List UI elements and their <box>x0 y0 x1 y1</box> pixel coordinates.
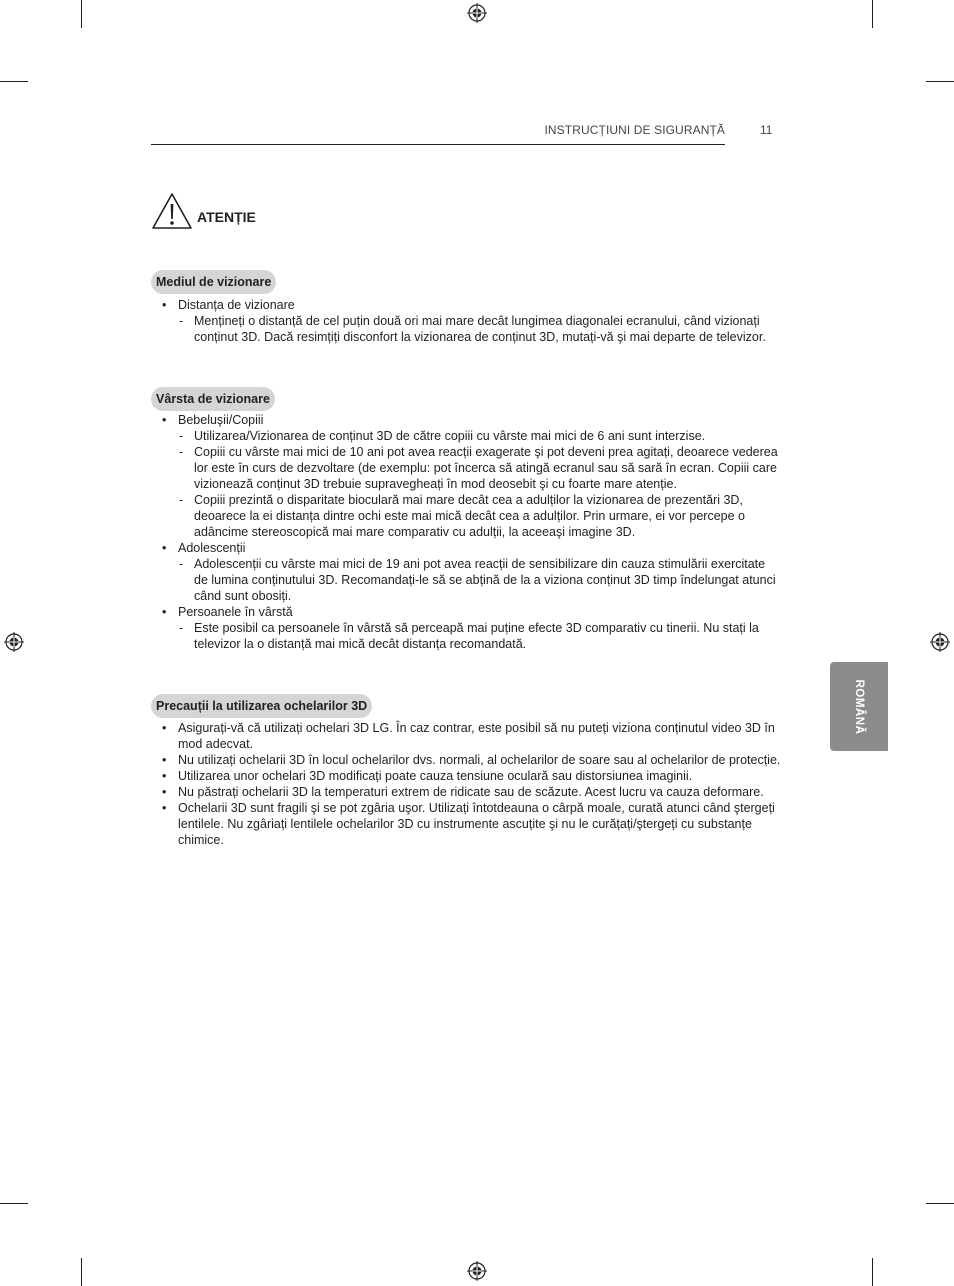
registration-mark-icon <box>467 1261 487 1281</box>
list-item: • Nu utilizați ochelarii 3D în locul ochelarilor dvs. normali, al ochelarilor de soare sau al ochelarilor de protecție. <box>162 752 782 768</box>
list-item: • Adolescenții <box>162 540 782 556</box>
sub-list-item: - Este posibil ca persoanele în vârstă să perceapă mai puține efecte 3D comparativ cu tinerii. Nu stați la televizor la o distanță mai mică decât distanța recomandată. <box>162 620 782 652</box>
crop-mark <box>872 0 873 28</box>
sub-list-item: - Adolescenții cu vârste mai mici de 19 ani pot avea reacții de sensibilizare din cauza stimulării exercitate de lumina conținutului 3D. Recomandați-le să se abțină de la a viziona conținut 3D timp îndelungat atunci când sunt obosiți. <box>162 556 782 604</box>
crop-mark <box>872 1258 873 1286</box>
section-body-3d-glasses-precautions <box>162 720 782 848</box>
language-side-tab-label: ROMÂNĂ <box>853 679 865 734</box>
header-rule <box>151 144 725 145</box>
list-item: • Asigurați-vă că utilizați ochelari 3D LG. În caz contrar, este posibil să nu puteți viziona conținutul video 3D în mod adecvat. <box>162 720 782 752</box>
list-item: • Ochelarii 3D sunt fragili şi se pot zgâria uşor. Utilizați întotdeauna o cârpă moale, curată atunci când ştergeți lentilele. Nu zgâriați lentilele ochelarilor 3D cu instrumente ascuțite şi nu le curățați/ştergeți cu substanțe chimice. <box>162 800 782 848</box>
caution-heading <box>151 190 256 230</box>
crop-mark <box>926 81 954 82</box>
section-heading-viewing-age: Vârsta de vizionare <box>151 387 275 411</box>
list-item: • Distanța de vizionare <box>162 297 782 313</box>
crop-mark <box>81 0 82 28</box>
sub-list-item: - Utilizarea/Vizionarea de conținut 3D de către copiii cu vârste mai mici de 6 ani sunt interzise. <box>162 428 782 444</box>
crop-mark <box>0 1203 28 1204</box>
sub-list-item: - Copiii prezintă o disparitate bioculară mai mare decât cea a adulților la vizionarea de prezentări 3D, deoarece la ei distanța dintre ochi este mai mică decât cea a adulților. Prin urmare, ei vor percepe o adâncime stereoscopică mai mare comparativ cu adulții, la aceeaşi imagine 3D. <box>162 492 782 540</box>
section-heading-viewing-environment: Mediul de vizionare <box>151 270 276 294</box>
crop-mark <box>926 1203 954 1204</box>
registration-mark-icon <box>467 3 487 23</box>
caution-title: ATENȚIE <box>197 209 256 225</box>
language-side-tab <box>830 662 888 751</box>
list-item: • Bebeluşii/Copiii <box>162 412 782 428</box>
sub-list-item: - Mențineți o distanță de cel puțin două ori mai mare decât lungimea diagonalei ecranului, când vizionați conținut 3D. Dacă resimțiți disconfort la vizionarea de conținut 3D, mutați-vă şi mai departe de televizor. <box>162 313 782 345</box>
registration-mark-icon <box>930 632 950 652</box>
section-body-viewing-age <box>162 412 782 652</box>
sub-list-item: - Copiii cu vârste mai mici de 10 ani pot avea reacții exagerate şi pot deveni prea agitați, deoarece vederea lor este în curs de dezvoltare (de exemplu: pot încerca să atingă ecranul sau să sară în ecran. Copiii care vizionează conținut 3D trebuie supravegheați în mod deosebit şi cu foarte mare atenție. <box>162 444 782 492</box>
running-header-title: INSTRUCȚIUNI DE SIGURANȚĂ <box>544 123 725 137</box>
registration-mark-icon <box>4 632 24 652</box>
crop-mark <box>0 81 28 82</box>
section-heading-3d-glasses-precautions: Precauții la utilizarea ochelarilor 3D <box>151 694 372 718</box>
page-number: 11 <box>760 123 773 137</box>
crop-mark <box>81 1258 82 1286</box>
list-item: • Persoanele în vârstă <box>162 604 782 620</box>
list-item: • Nu păstrați ochelarii 3D la temperaturi extrem de ridicate sau de scăzute. Acest lucru va cauza deformare. <box>162 784 782 800</box>
section-body-viewing-environment <box>162 297 782 345</box>
list-item: • Utilizarea unor ochelari 3D modificați poate cauza tensiune oculară sau distorsiunea imaginii. <box>162 768 782 784</box>
warning-triangle-icon <box>151 192 193 230</box>
